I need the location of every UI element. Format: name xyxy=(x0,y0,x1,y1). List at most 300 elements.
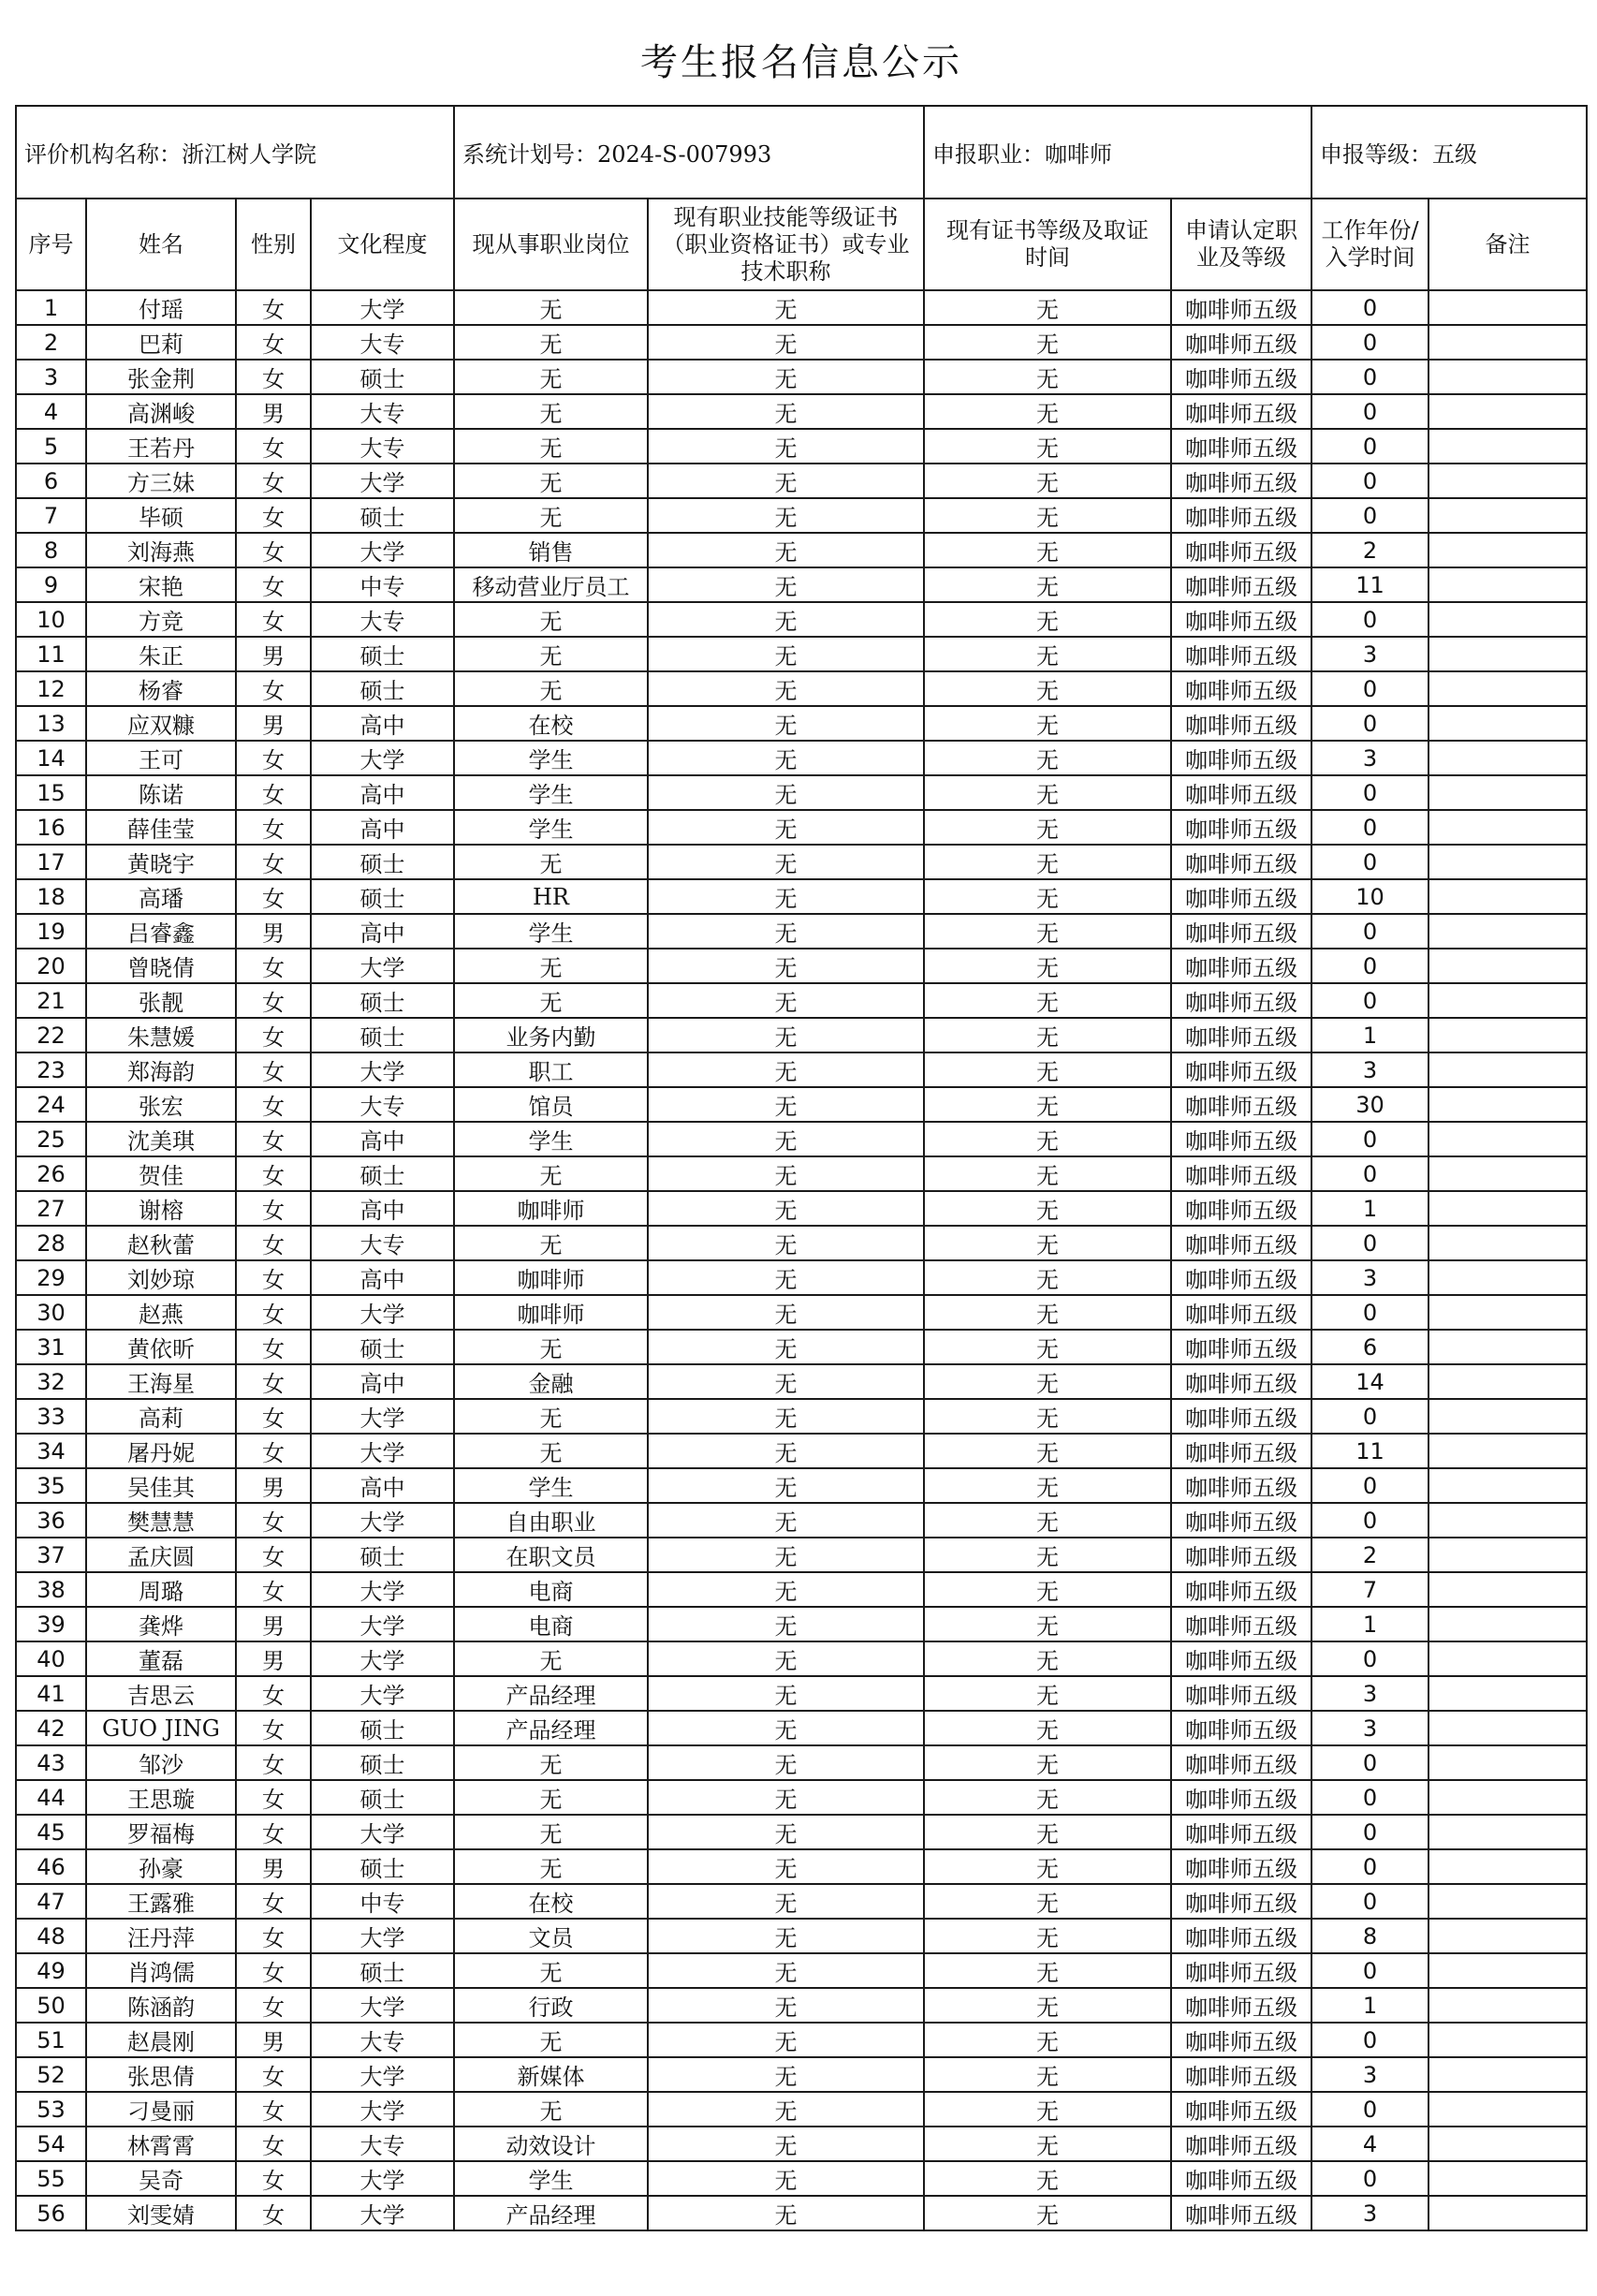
table-row xyxy=(16,1988,1587,2023)
cell-gender: 女 xyxy=(236,1953,311,1988)
cell-education: 大学 xyxy=(311,290,454,325)
cell-gender: 女 xyxy=(236,1122,311,1156)
cell-gender: 女 xyxy=(236,2092,311,2127)
col-header-applied-level: 申请认定职业及等级 xyxy=(1171,199,1311,290)
cell-existing-certificate: 无 xyxy=(648,1156,924,1191)
cell-remarks xyxy=(1429,637,1587,671)
cell-name: 贺佳 xyxy=(86,1156,236,1191)
cell-existing-certificate: 无 xyxy=(648,637,924,671)
cell-index: 34 xyxy=(16,1434,86,1468)
cell-work-years: 1 xyxy=(1311,1988,1429,2023)
cell-name: 高渊峻 xyxy=(86,394,236,429)
cell-work-years: 3 xyxy=(1311,1260,1429,1295)
cell-remarks xyxy=(1429,1607,1587,1641)
cell-current-job: 无 xyxy=(454,637,648,671)
cell-certificate-level-time: 无 xyxy=(924,1087,1171,1122)
cell-gender: 女 xyxy=(236,498,311,533)
cell-name: 杨睿 xyxy=(86,671,236,706)
cell-remarks xyxy=(1429,1087,1587,1122)
cell-name: 孟庆圆 xyxy=(86,1538,236,1572)
cell-remarks xyxy=(1429,1191,1587,1226)
registration-table xyxy=(15,13,1588,2231)
cell-work-years: 2 xyxy=(1311,1538,1429,1572)
cell-applied-level: 咖啡师五级 xyxy=(1171,1052,1311,1087)
cell-current-job: 金融 xyxy=(454,1364,648,1399)
cell-gender: 女 xyxy=(236,1295,311,1330)
cell-certificate-level-time: 无 xyxy=(924,914,1171,949)
cell-existing-certificate: 无 xyxy=(648,1676,924,1711)
cell-index: 38 xyxy=(16,1572,86,1607)
cell-education: 大学 xyxy=(311,2092,454,2127)
cell-work-years: 1 xyxy=(1311,1018,1429,1052)
cell-current-job: 学生 xyxy=(454,810,648,845)
cell-current-job: 无 xyxy=(454,429,648,464)
cell-work-years: 0 xyxy=(1311,602,1429,637)
cell-gender: 女 xyxy=(236,1503,311,1538)
cell-existing-certificate: 无 xyxy=(648,394,924,429)
cell-education: 硕士 xyxy=(311,498,454,533)
table-row xyxy=(16,1676,1587,1711)
cell-applied-level: 咖啡师五级 xyxy=(1171,429,1311,464)
cell-education: 高中 xyxy=(311,1122,454,1156)
cell-education: 大专 xyxy=(311,2023,454,2057)
cell-current-job: 动效设计 xyxy=(454,2127,648,2161)
cell-work-years: 0 xyxy=(1311,290,1429,325)
table-row xyxy=(16,845,1587,879)
cell-education: 大学 xyxy=(311,741,454,775)
cell-existing-certificate: 无 xyxy=(648,983,924,1018)
cell-education: 硕士 xyxy=(311,1849,454,1884)
cell-current-job: 无 xyxy=(454,1815,648,1849)
cell-remarks xyxy=(1429,1815,1587,1849)
table-row xyxy=(16,2092,1587,2127)
cell-certificate-level-time: 无 xyxy=(924,1538,1171,1572)
cell-education: 高中 xyxy=(311,1364,454,1399)
table-row xyxy=(16,1607,1587,1641)
cell-current-job: 无 xyxy=(454,498,648,533)
cell-name: 薛佳莹 xyxy=(86,810,236,845)
cell-education: 大学 xyxy=(311,1988,454,2023)
cell-applied-level: 咖啡师五级 xyxy=(1171,1815,1311,1849)
cell-remarks xyxy=(1429,1122,1587,1156)
cell-current-job: 无 xyxy=(454,1399,648,1434)
table-row xyxy=(16,1780,1587,1815)
cell-education: 硕士 xyxy=(311,671,454,706)
page-title: 考生报名信息公示 xyxy=(16,13,1587,106)
cell-index: 23 xyxy=(16,1052,86,1087)
cell-name: 毕硕 xyxy=(86,498,236,533)
cell-existing-certificate: 无 xyxy=(648,2092,924,2127)
cell-existing-certificate: 无 xyxy=(648,2057,924,2092)
cell-name: 赵晨刚 xyxy=(86,2023,236,2057)
cell-index: 51 xyxy=(16,2023,86,2057)
cell-education: 大学 xyxy=(311,1572,454,1607)
cell-existing-certificate: 无 xyxy=(648,1260,924,1295)
cell-remarks xyxy=(1429,1260,1587,1295)
cell-applied-level: 咖啡师五级 xyxy=(1171,1953,1311,1988)
cell-certificate-level-time: 无 xyxy=(924,325,1171,360)
cell-work-years: 0 xyxy=(1311,1815,1429,1849)
table-row xyxy=(16,1849,1587,1884)
cell-remarks xyxy=(1429,1849,1587,1884)
cell-current-job: 业务内勤 xyxy=(454,1018,648,1052)
table-row xyxy=(16,429,1587,464)
cell-applied-level: 咖啡师五级 xyxy=(1171,1572,1311,1607)
cell-current-job: 无 xyxy=(454,983,648,1018)
cell-certificate-level-time: 无 xyxy=(924,1676,1171,1711)
cell-certificate-level-time: 无 xyxy=(924,1711,1171,1745)
cell-name: 应双糠 xyxy=(86,706,236,741)
cell-certificate-level-time: 无 xyxy=(924,2127,1171,2161)
cell-applied-level: 咖啡师五级 xyxy=(1171,914,1311,949)
cell-work-years: 3 xyxy=(1311,1052,1429,1087)
cell-remarks xyxy=(1429,602,1587,637)
cell-education: 大学 xyxy=(311,2161,454,2196)
cell-certificate-level-time: 无 xyxy=(924,1191,1171,1226)
cell-index: 32 xyxy=(16,1364,86,1399)
cell-education: 高中 xyxy=(311,1260,454,1295)
cell-education: 大专 xyxy=(311,394,454,429)
cell-index: 14 xyxy=(16,741,86,775)
cell-certificate-level-time: 无 xyxy=(924,845,1171,879)
cell-education: 大专 xyxy=(311,429,454,464)
table-row xyxy=(16,810,1587,845)
cell-existing-certificate: 无 xyxy=(648,949,924,983)
cell-applied-level: 咖啡师五级 xyxy=(1171,602,1311,637)
cell-certificate-level-time: 无 xyxy=(924,2023,1171,2057)
cell-name: 王可 xyxy=(86,741,236,775)
cell-certificate-level-time: 无 xyxy=(924,810,1171,845)
cell-education: 大专 xyxy=(311,2127,454,2161)
cell-name: 龚烨 xyxy=(86,1607,236,1641)
table-row xyxy=(16,1087,1587,1122)
cell-applied-level: 咖啡师五级 xyxy=(1171,1330,1311,1364)
cell-index: 5 xyxy=(16,429,86,464)
cell-existing-certificate: 无 xyxy=(648,464,924,498)
cell-remarks xyxy=(1429,775,1587,810)
cell-work-years: 0 xyxy=(1311,1399,1429,1434)
cell-certificate-level-time: 无 xyxy=(924,360,1171,394)
cell-name: 刘雯婧 xyxy=(86,2196,236,2230)
cell-existing-certificate: 无 xyxy=(648,1607,924,1641)
cell-gender: 女 xyxy=(236,533,311,567)
cell-remarks xyxy=(1429,1780,1587,1815)
cell-education: 硕士 xyxy=(311,1156,454,1191)
table-row xyxy=(16,1018,1587,1052)
cell-certificate-level-time: 无 xyxy=(924,567,1171,602)
cell-education: 中专 xyxy=(311,1884,454,1919)
cell-applied-level: 咖啡师五级 xyxy=(1171,1884,1311,1919)
cell-remarks xyxy=(1429,1052,1587,1087)
cell-name: 周璐 xyxy=(86,1572,236,1607)
cell-current-job: 无 xyxy=(454,1330,648,1364)
cell-education: 高中 xyxy=(311,914,454,949)
cell-applied-level: 咖啡师五级 xyxy=(1171,1364,1311,1399)
cell-work-years: 1 xyxy=(1311,1191,1429,1226)
cell-work-years: 30 xyxy=(1311,1087,1429,1122)
org-label: 评价机构名称： xyxy=(24,141,182,168)
cell-applied-level: 咖啡师五级 xyxy=(1171,533,1311,567)
cell-index: 22 xyxy=(16,1018,86,1052)
cell-name: 王思璇 xyxy=(86,1780,236,1815)
cell-remarks xyxy=(1429,533,1587,567)
cell-current-job: 学生 xyxy=(454,2161,648,2196)
cell-index: 42 xyxy=(16,1711,86,1745)
cell-certificate-level-time: 无 xyxy=(924,498,1171,533)
cell-index: 47 xyxy=(16,1884,86,1919)
cell-work-years: 0 xyxy=(1311,1122,1429,1156)
cell-applied-level: 咖啡师五级 xyxy=(1171,1468,1311,1503)
cell-applied-level: 咖啡师五级 xyxy=(1171,2023,1311,2057)
cell-certificate-level-time: 无 xyxy=(924,1503,1171,1538)
cell-gender: 女 xyxy=(236,671,311,706)
cell-index: 29 xyxy=(16,1260,86,1295)
col-header-index: 序号 xyxy=(16,199,86,290)
cell-education: 大学 xyxy=(311,1607,454,1641)
cell-current-job: 无 xyxy=(454,464,648,498)
cell-name: 陈诺 xyxy=(86,775,236,810)
cell-index: 55 xyxy=(16,2161,86,2196)
cell-current-job: 无 xyxy=(454,949,648,983)
cell-applied-level: 咖啡师五级 xyxy=(1171,1503,1311,1538)
cell-applied-level: 咖啡师五级 xyxy=(1171,325,1311,360)
cell-remarks xyxy=(1429,567,1587,602)
cell-work-years: 0 xyxy=(1311,949,1429,983)
table-row xyxy=(16,1052,1587,1087)
cell-remarks xyxy=(1429,1676,1587,1711)
cell-remarks xyxy=(1429,464,1587,498)
cell-applied-level: 咖啡师五级 xyxy=(1171,2057,1311,2092)
col-header-remarks: 备注 xyxy=(1429,199,1587,290)
cell-work-years: 6 xyxy=(1311,1330,1429,1364)
cell-gender: 女 xyxy=(236,775,311,810)
cell-index: 24 xyxy=(16,1087,86,1122)
cell-certificate-level-time: 无 xyxy=(924,1780,1171,1815)
cell-certificate-level-time: 无 xyxy=(924,637,1171,671)
col-header-certificate-level-time: 现有证书等级及取证时间 xyxy=(924,199,1171,290)
cell-remarks xyxy=(1429,2161,1587,2196)
cell-gender: 女 xyxy=(236,1884,311,1919)
cell-remarks xyxy=(1429,983,1587,1018)
job-value: 咖啡师 xyxy=(1045,141,1112,168)
table-row xyxy=(16,394,1587,429)
cell-education: 高中 xyxy=(311,1191,454,1226)
cell-work-years: 3 xyxy=(1311,741,1429,775)
table-row xyxy=(16,637,1587,671)
cell-gender: 女 xyxy=(236,1156,311,1191)
cell-certificate-level-time: 无 xyxy=(924,290,1171,325)
cell-education: 大专 xyxy=(311,1087,454,1122)
cell-work-years: 3 xyxy=(1311,2057,1429,2092)
cell-certificate-level-time: 无 xyxy=(924,1226,1171,1260)
cell-work-years: 0 xyxy=(1311,1780,1429,1815)
cell-index: 17 xyxy=(16,845,86,879)
cell-work-years: 0 xyxy=(1311,1849,1429,1884)
cell-index: 2 xyxy=(16,325,86,360)
plan-info xyxy=(454,106,924,199)
cell-education: 高中 xyxy=(311,1468,454,1503)
cell-applied-level: 咖啡师五级 xyxy=(1171,845,1311,879)
cell-remarks xyxy=(1429,1711,1587,1745)
cell-index: 54 xyxy=(16,2127,86,2161)
cell-existing-certificate: 无 xyxy=(648,498,924,533)
cell-current-job: 在校 xyxy=(454,706,648,741)
cell-current-job: 电商 xyxy=(454,1607,648,1641)
cell-gender: 男 xyxy=(236,1468,311,1503)
cell-education: 大学 xyxy=(311,1503,454,1538)
cell-name: 张金荆 xyxy=(86,360,236,394)
cell-existing-certificate: 无 xyxy=(648,325,924,360)
cell-existing-certificate: 无 xyxy=(648,2127,924,2161)
cell-education: 硕士 xyxy=(311,637,454,671)
table-row xyxy=(16,1226,1587,1260)
cell-remarks xyxy=(1429,671,1587,706)
cell-existing-certificate: 无 xyxy=(648,2196,924,2230)
cell-applied-level: 咖啡师五级 xyxy=(1171,1191,1311,1226)
cell-gender: 女 xyxy=(236,1364,311,1399)
cell-remarks xyxy=(1429,1988,1587,2023)
table-row xyxy=(16,1330,1587,1364)
cell-name: 黄依昕 xyxy=(86,1330,236,1364)
cell-work-years: 3 xyxy=(1311,1711,1429,1745)
table-row xyxy=(16,1295,1587,1330)
cell-existing-certificate: 无 xyxy=(648,1884,924,1919)
col-header-existing-certificate: 现有职业技能等级证书（职业资格证书）或专业技术职称 xyxy=(648,199,924,290)
cell-applied-level: 咖啡师五级 xyxy=(1171,775,1311,810)
cell-education: 硕士 xyxy=(311,845,454,879)
table-row xyxy=(16,1745,1587,1780)
table-row xyxy=(16,983,1587,1018)
cell-remarks xyxy=(1429,1884,1587,1919)
cell-education: 大专 xyxy=(311,602,454,637)
table-row xyxy=(16,879,1587,914)
cell-remarks xyxy=(1429,845,1587,879)
cell-index: 6 xyxy=(16,464,86,498)
cell-name: 邹沙 xyxy=(86,1745,236,1780)
cell-gender: 女 xyxy=(236,1676,311,1711)
cell-applied-level: 咖啡师五级 xyxy=(1171,1260,1311,1295)
cell-gender: 女 xyxy=(236,290,311,325)
table-row xyxy=(16,1468,1587,1503)
cell-applied-level: 咖啡师五级 xyxy=(1171,1399,1311,1434)
cell-index: 19 xyxy=(16,914,86,949)
cell-education: 硕士 xyxy=(311,983,454,1018)
col-header-current-job: 现从事职业岗位 xyxy=(454,199,648,290)
table-row xyxy=(16,2057,1587,2092)
cell-index: 15 xyxy=(16,775,86,810)
cell-education: 大学 xyxy=(311,1641,454,1676)
cell-certificate-level-time: 无 xyxy=(924,1572,1171,1607)
cell-work-years: 0 xyxy=(1311,1226,1429,1260)
cell-remarks xyxy=(1429,1226,1587,1260)
cell-work-years: 0 xyxy=(1311,498,1429,533)
cell-applied-level: 咖啡师五级 xyxy=(1171,671,1311,706)
cell-existing-certificate: 无 xyxy=(648,1468,924,1503)
cell-education: 大学 xyxy=(311,1815,454,1849)
cell-remarks xyxy=(1429,1018,1587,1052)
cell-education: 大学 xyxy=(311,949,454,983)
cell-remarks xyxy=(1429,2092,1587,2127)
cell-certificate-level-time: 无 xyxy=(924,1815,1171,1849)
cell-name: GUO JING xyxy=(86,1711,236,1745)
cell-index: 20 xyxy=(16,949,86,983)
cell-current-job: 无 xyxy=(454,1156,648,1191)
cell-work-years: 0 xyxy=(1311,2161,1429,2196)
cell-current-job: 无 xyxy=(454,602,648,637)
cell-gender: 女 xyxy=(236,429,311,464)
cell-name: 郑海韵 xyxy=(86,1052,236,1087)
cell-applied-level: 咖啡师五级 xyxy=(1171,1226,1311,1260)
cell-index: 36 xyxy=(16,1503,86,1538)
cell-work-years: 14 xyxy=(1311,1364,1429,1399)
cell-current-job: 学生 xyxy=(454,775,648,810)
cell-applied-level: 咖啡师五级 xyxy=(1171,2196,1311,2230)
cell-certificate-level-time: 无 xyxy=(924,1260,1171,1295)
cell-existing-certificate: 无 xyxy=(648,1226,924,1260)
cell-work-years: 0 xyxy=(1311,360,1429,394)
cell-certificate-level-time: 无 xyxy=(924,949,1171,983)
cell-index: 12 xyxy=(16,671,86,706)
cell-name: 屠丹妮 xyxy=(86,1434,236,1468)
cell-index: 40 xyxy=(16,1641,86,1676)
cell-name: 付瑶 xyxy=(86,290,236,325)
cell-index: 50 xyxy=(16,1988,86,2023)
cell-gender: 女 xyxy=(236,567,311,602)
table-header xyxy=(16,199,1587,290)
cell-existing-certificate: 无 xyxy=(648,1815,924,1849)
cell-gender: 男 xyxy=(236,914,311,949)
cell-index: 35 xyxy=(16,1468,86,1503)
cell-current-job: 学生 xyxy=(454,1468,648,1503)
cell-applied-level: 咖啡师五级 xyxy=(1171,1607,1311,1641)
cell-remarks xyxy=(1429,498,1587,533)
cell-name: 樊慧慧 xyxy=(86,1503,236,1538)
cell-applied-level: 咖啡师五级 xyxy=(1171,394,1311,429)
cell-name: 张思倩 xyxy=(86,2057,236,2092)
cell-work-years: 11 xyxy=(1311,1434,1429,1468)
cell-name: 吕睿鑫 xyxy=(86,914,236,949)
cell-remarks xyxy=(1429,325,1587,360)
cell-certificate-level-time: 无 xyxy=(924,1156,1171,1191)
cell-work-years: 0 xyxy=(1311,2023,1429,2057)
cell-index: 8 xyxy=(16,533,86,567)
cell-education: 中专 xyxy=(311,567,454,602)
cell-remarks xyxy=(1429,1330,1587,1364)
cell-education: 硕士 xyxy=(311,1711,454,1745)
cell-work-years: 0 xyxy=(1311,1641,1429,1676)
level-info xyxy=(1311,106,1587,199)
cell-applied-level: 咖啡师五级 xyxy=(1171,1156,1311,1191)
cell-index: 27 xyxy=(16,1191,86,1226)
cell-remarks xyxy=(1429,1538,1587,1572)
cell-existing-certificate: 无 xyxy=(648,1434,924,1468)
plan-label: 系统计划号： xyxy=(462,141,597,168)
cell-work-years: 4 xyxy=(1311,2127,1429,2161)
cell-education: 大学 xyxy=(311,1676,454,1711)
job-label: 申报职业： xyxy=(932,141,1045,168)
cell-applied-level: 咖啡师五级 xyxy=(1171,1711,1311,1745)
cell-work-years: 0 xyxy=(1311,1745,1429,1780)
cell-education: 硕士 xyxy=(311,1780,454,1815)
cell-gender: 女 xyxy=(236,2057,311,2092)
cell-certificate-level-time: 无 xyxy=(924,429,1171,464)
cell-applied-level: 咖啡师五级 xyxy=(1171,1919,1311,1953)
cell-existing-certificate: 无 xyxy=(648,290,924,325)
cell-education: 高中 xyxy=(311,810,454,845)
cell-remarks xyxy=(1429,1364,1587,1399)
cell-certificate-level-time: 无 xyxy=(924,775,1171,810)
cell-name: 方竞 xyxy=(86,602,236,637)
